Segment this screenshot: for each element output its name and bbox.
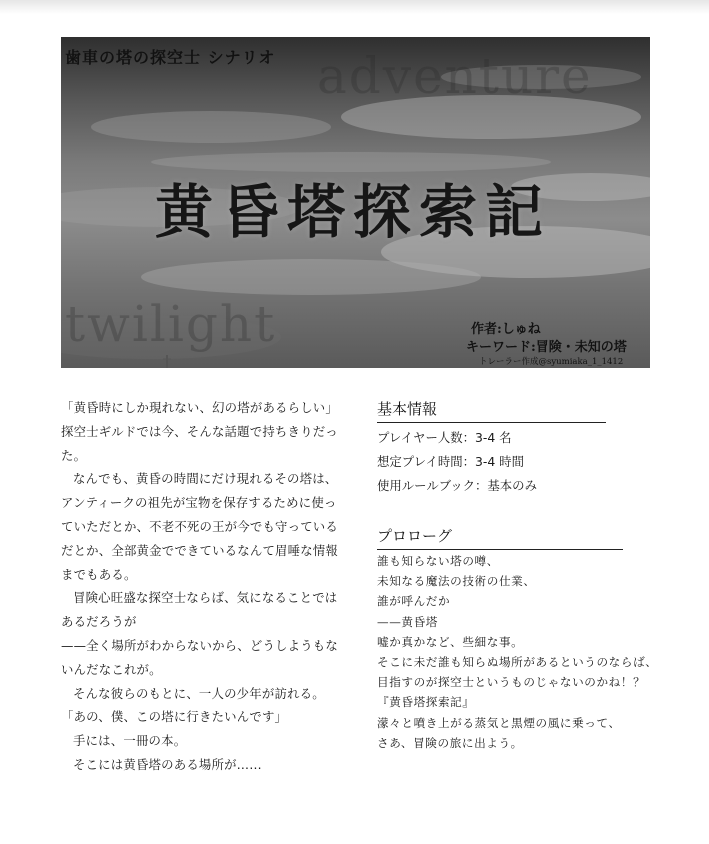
story-line: アンティークの祖先が宝物を保存するために使っ [61,495,337,511]
play-time: 想定プレイ時間：3-4 時間 [377,454,524,469]
story-line: た。 [61,447,87,463]
story-line: までもある。 [61,566,137,582]
player-count: プレイヤー人数：3-4 名 [377,430,512,445]
watermark-twilight: twilight [65,295,277,353]
story-line: そこには黄昏塔のある場所が…… [73,756,262,772]
prologue-line: 目指すのが探空士というものじゃないのかね！？ [377,675,646,690]
scenario-title: 黄昏塔探索記 [155,178,552,246]
author-label: 作者:しゅね [471,322,541,337]
prologue-heading: プロローグ [377,525,623,550]
title-banner [61,37,650,368]
trailer-credit: トレーラー作成@syumiaka_1_1412 [479,357,624,367]
prologue-line: 誰が呼んだか [377,594,451,609]
story-line: 「あの、僕、この塔に行きたいんです」 [61,709,288,725]
rulebook: 使用ルールブック：基本のみ [377,478,537,493]
keywords-label: キーワード:冒険・未知の塔 [466,340,627,355]
story-line: だとか、全部黄金でできているなんて眉唾な情報 [61,542,338,558]
prologue-line: 誰も知らない塔の噂、 [377,554,499,568]
story-text [61,396,339,777]
watermark-adventure: adventure [317,47,593,105]
story-line: そんな彼らのもとに、一人の少年が訪れる。 [73,685,325,701]
story-line: あるだろうが [61,614,137,630]
story-line: なんでも、黄昏の時間にだけ現れるその塔は、 [73,471,338,487]
prologue-line: そこに未だ誰も知らぬ場所があるというのならば、 [377,655,658,670]
prologue-line: 嘘か真かなど、些細な事。 [377,634,524,649]
story-line: いんだなこれが。 [61,661,162,677]
prologue-line: ——黄昏塔 [377,614,438,629]
prologue-line: さあ、冒険の旅に出よう。 [377,735,523,750]
story-line: 手には、一冊の本。 [73,733,187,749]
prologue-text [377,551,657,753]
story-line: 「黄昏時にしか現れない、幻の塔があるらしい」 [61,400,338,415]
series-label: 歯車の塔の探空士 シナリオ [65,48,276,67]
prologue-line: 『黄昏塔探索記』 [377,695,475,710]
story-line: ていただとか、不老不死の王が今でも守っている [61,518,338,534]
story-line: ——全く場所がわからないから、どうしようもな [61,637,338,653]
story-line: 探空士ギルドでは今、そんな話題で持ちきりだっ [61,423,338,439]
story-line: 冒険心旺盛な探空士ならば、気になることでは [73,590,338,606]
basic-info-list [377,426,537,498]
basic-info-heading: 基本情報 [377,398,606,423]
top-shadow-bar [0,0,709,14]
prologue-line: 未知なる魔法の技術の仕業、 [377,574,536,589]
prologue-line: 濛々と噴き上がる蒸気と黒煙の風に乗って、 [377,715,621,730]
